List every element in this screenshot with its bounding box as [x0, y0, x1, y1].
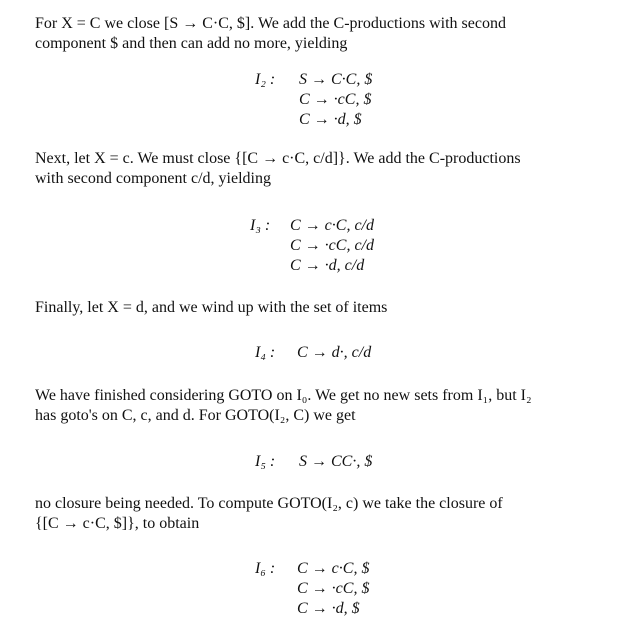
item-row: C → ·d, $: [297, 600, 360, 617]
item-row: C → ·cC, $: [297, 580, 370, 597]
paragraph-goto-c: [35, 14, 607, 54]
item-row: C → ·d, $: [299, 111, 362, 128]
item-row: C → ·cC, c/d: [290, 237, 374, 254]
paragraph-line: Next, let X = c. We must close {[C → c·C, c/d]}. We add the C-productions: [35, 150, 521, 167]
item-set-label: I₅ :: [255, 453, 276, 470]
item-row: C → ·d, c/d: [290, 257, 365, 274]
paragraph-goto-c-terminal: [35, 149, 607, 189]
item-row: C → c·C, c/d: [290, 217, 374, 234]
item-row: C → ·cC, $: [299, 91, 372, 108]
item-set-label: I₆ :: [255, 560, 276, 577]
paragraph-closure: [35, 494, 607, 534]
paragraph-goto-d: [35, 298, 607, 318]
item-row: S → CC·, $: [299, 453, 373, 470]
paragraph-line: {[C → c·C, $]}, to obtain: [35, 515, 200, 532]
item-row: C → c·C, $: [297, 560, 370, 577]
paragraph-line: We have finished considering GOTO on I₀. We get no new sets from I₁, but I₂: [35, 387, 532, 404]
item-set-label: I₄ :: [255, 344, 276, 361]
paragraph-line: component $ and then can add no more, yielding: [35, 35, 348, 52]
paragraph-line: Finally, let X = d, and we wind up with the set of items: [35, 299, 388, 316]
paragraph-line: with second component c/d, yielding: [35, 170, 271, 187]
item-row: C → d·, c/d: [297, 344, 372, 361]
paragraph-goto-i2: [35, 386, 607, 426]
paragraph-line: has goto's on C, c, and d. For GOTO(I₂, C) we get: [35, 407, 356, 424]
item-set-label: I₃ :: [250, 217, 271, 234]
item-row: S → C·C, $: [299, 71, 373, 88]
paragraph-line: For X = C we close [S → C·C, $]. We add the C-productions with second: [35, 15, 506, 32]
item-set-label: I₂ :: [255, 71, 276, 88]
paragraph-line: no closure being needed. To compute GOTO(I₂, c) we take the closure of: [35, 495, 503, 512]
